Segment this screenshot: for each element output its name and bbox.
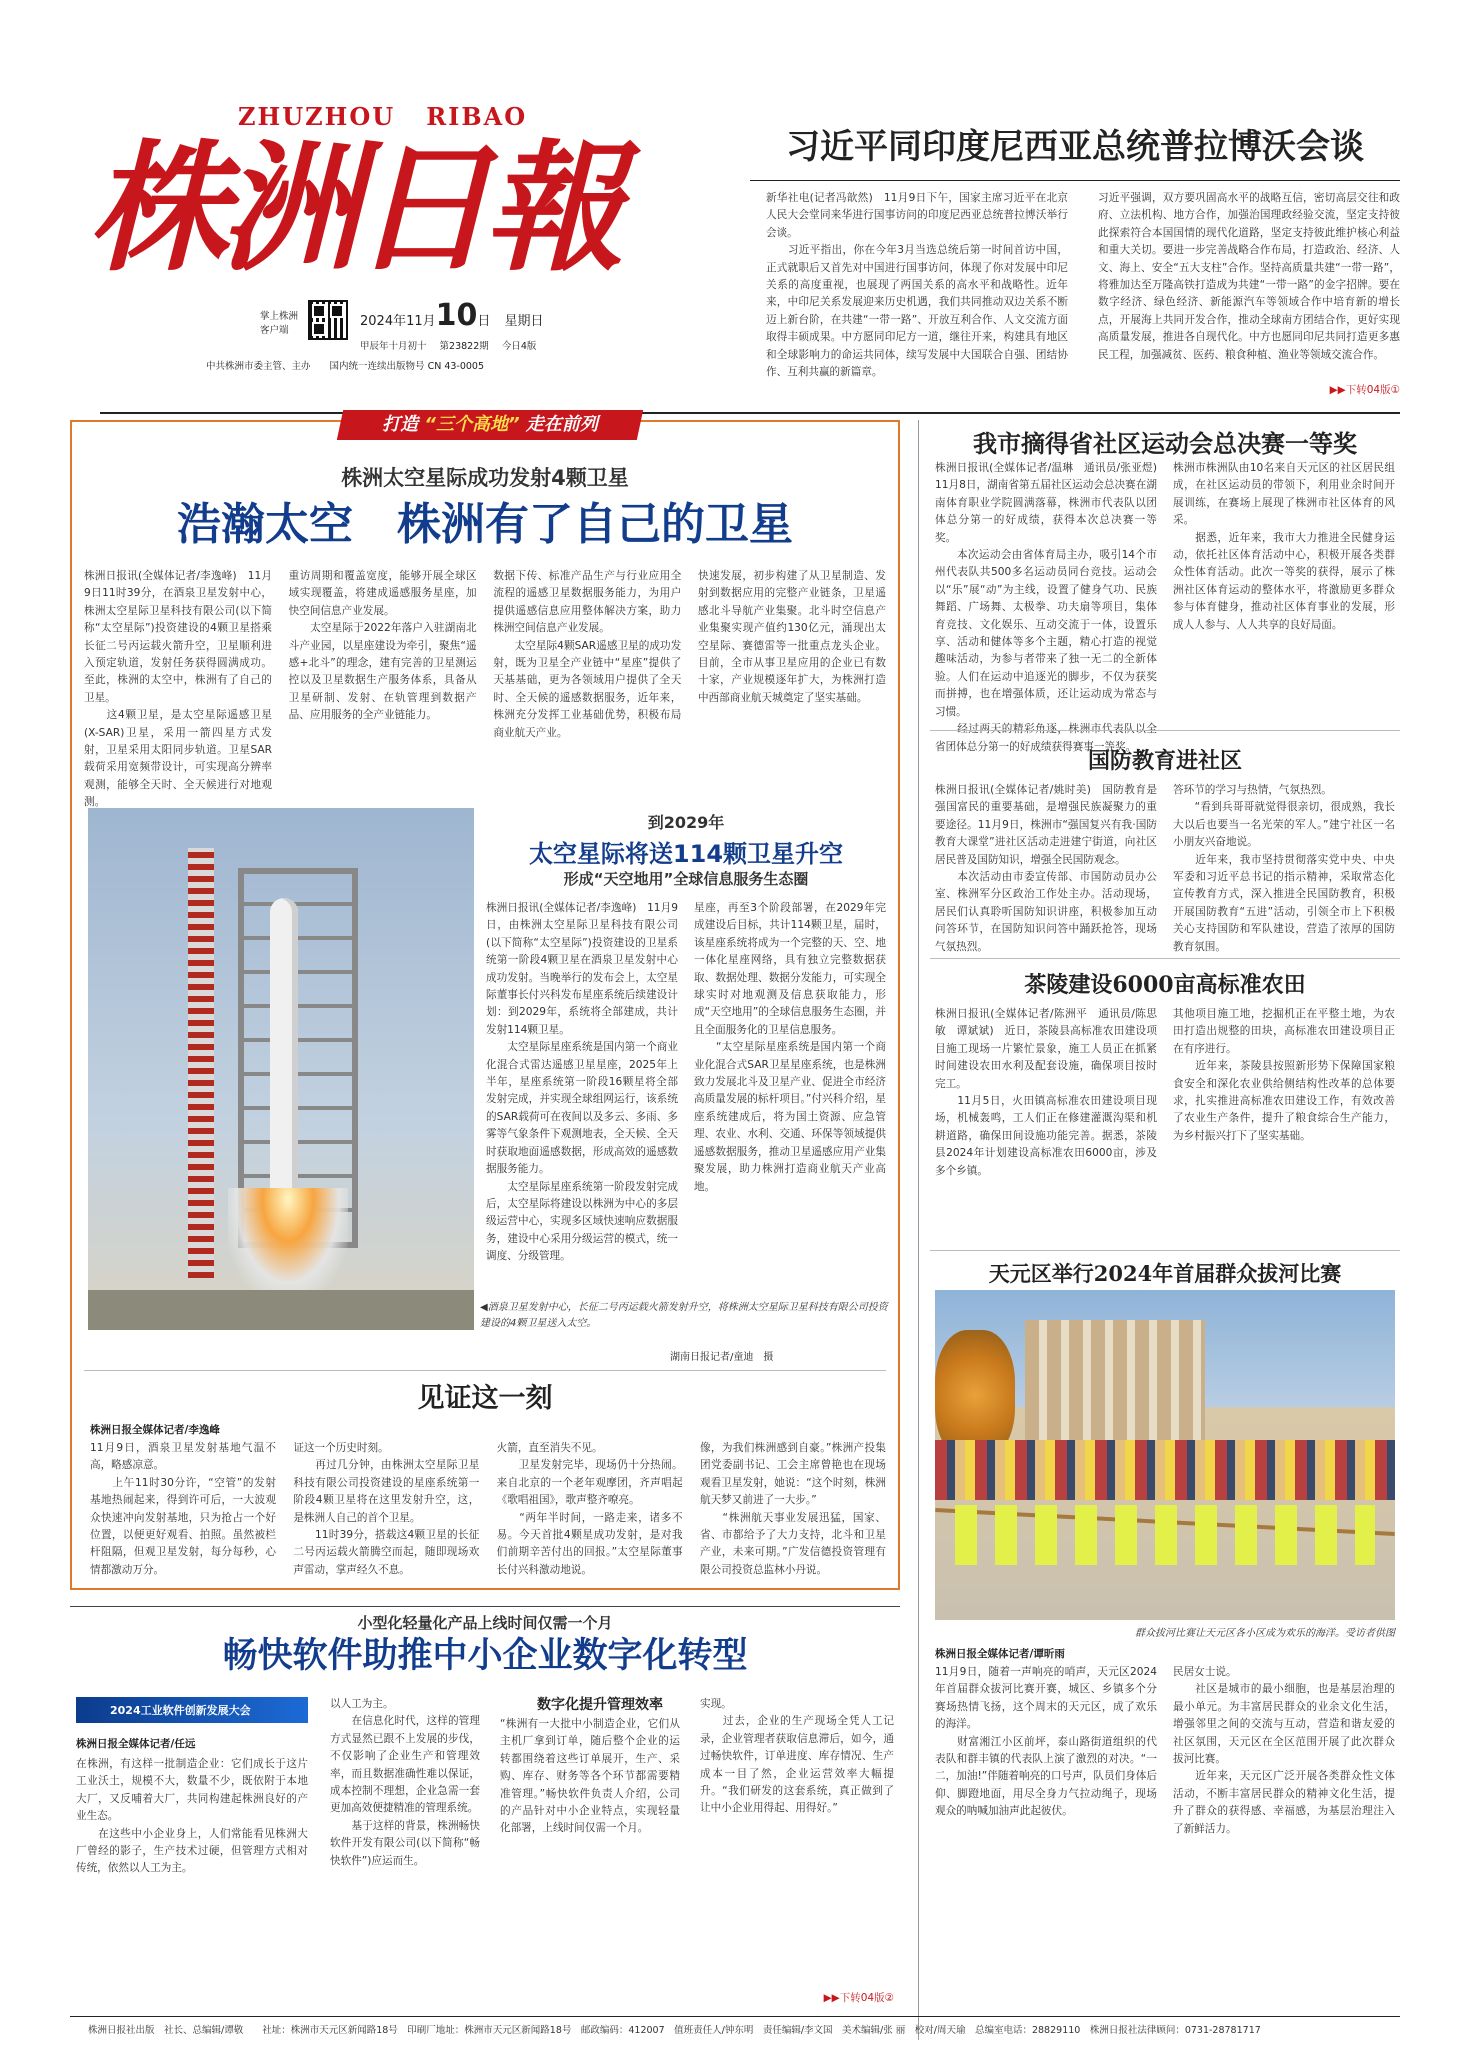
tug-caption: 群众拔河比赛让天元区各小区成为欢乐的海洋。受访者供图	[1135, 1628, 1395, 1639]
sub-kicker: 到2029年	[647, 813, 725, 832]
software-headline: 畅快软件助推中小企业数字化转型	[222, 1635, 748, 1676]
feature-col-2: 重访周期和覆盖宽度，能够开展全球区域实现覆盖，将建成遥感服务星座，加快空间信息产业发展。 太空星际于2022年落户入驻湖南北斗产业园，以星座建设为牵引，聚焦“遥感+北斗”的理念，建有完善的卫星测运控以及卫星数据生产服务体系，具备从卫星研制、发射、在轨管理到数据产品、应用服务的全产业链能力。	[288, 570, 477, 722]
tug-col-1: 11月9日，随着一声响亮的哨声，天元区2024年首届群众拔河比赛开赛，城区、乡镇多个分赛场热情飞扬，这个周末的天元区，成了欢乐的海洋。 财富湘江小区前坪，泰山路街道组织的代表队和群丰镇的代表队上演了激烈的对决。“一二，加油!”伴随着响亮的口号声，队员们身体后仰、脚蹬地面，用尽全身力气拉动绳子，现场观众的呐喊加油声此起彼伏。	[935, 1666, 1157, 1818]
defense-col-2: 答环节的学习与热情，气氛热烈。 “看到兵哥哥就觉得很亲切，很成熟，我长大以后也要当一名光荣的军人。”建宁社区一名小朋友兴奋地说。 近年来，我市坚持贯彻落实党中央、中央军委和习近平总书记的指示精神，采取常态化宣传教育方式，深入推进全民国防教育，积极开展国防教育“五进”活动，引领全市上下积极关心支持国防和军队建设，营造了浓厚的国防教育氛围。	[1173, 784, 1395, 953]
software-col-1: 在株洲，有这样一批制造企业：它们成长于这片工业沃土，规模不大，数量不少，既依附于本地大厂，又反哺着大厂，共同构建起株洲良好的产业生态。 在这些中小企业身上，人们常能看见株洲大厂曾经的影子，生产技术过硬，但管理方式相对传统，依然以人工为主。	[76, 1758, 308, 1875]
date-day: 10	[435, 298, 478, 333]
feature-kicker: 株洲太空星际成功发射4颗卫星	[341, 466, 629, 490]
footer: 株洲日报社出版 社长、总编辑/谭敬 社址：株洲市天元区新闻路18号 印刷厂地址：株洲市天元区新闻路18号 邮政编码：412007 值班责任人/钟东明 责任编辑/李文国 美术编辑/张 丽 校对/周天瑜 总编室电话：28829110 株洲日报社法律顾问：0731-28781717	[88, 2025, 1261, 2036]
page-count: 今日4版	[501, 341, 537, 352]
farm-body	[935, 1006, 1395, 1242]
lead-col-2: 习近平强调，双方要巩固高水平的战略互信，密切高层交往和政府、立法机构、地方合作，加强治国理政经验交流，坚定支持彼此探索符合本国国情的现代化道路，坚定支持彼此维护核心利益和重大关切。要进一步完善战略合作布局，打造政治、经济、人文、海上、安全“五大支柱”合作。坚持高质量共建“一带一路”，将雅加达至万隆高铁打造成为共建“一带一路”的金字招牌。要在数字经济、绿色经济、新能源汽车等领域合作中培育新的增长点，开展海上共同开发合作，推动全球南方团结合作，更好实现高质量发展，推进各自现代化。中方也愿同印尼共同打造更多惠民工程，加强减贫、医药、粮食种植、渔业等领域交流合作。	[1098, 192, 1400, 361]
qr-label: 掌上株洲 客户端	[260, 311, 299, 336]
tug-col-2: 民居女士说。 社区是城市的最小细胞，也是基层治理的最小单元。为丰富居民群众的业余文化生活，增强邻里之间的交流与互动，营造和谐友爱的社区氛围，天元区在全区范围开展了此次群众拔河比赛。 近年来，天元区广泛开展各类群众性文体活动，不断丰富居民群众的精神文化生活，提升了群众的获得感、幸福感，为基层治理注入了新鲜活力。	[1173, 1666, 1395, 1835]
software-kicker: 小型化轻量化产品上线时间仅需一个月	[357, 1614, 613, 1632]
rocket-caption: ◀酒泉卫星发射中心，长征二号丙运载火箭发射升空，将株洲太空星际卫星科技有限公司投资建设的4颗卫星送入太空。	[480, 1302, 888, 1329]
witness-body	[90, 1440, 886, 1580]
sub-headline: 太空星际将送114颗卫星升空	[528, 840, 844, 868]
feature-banner	[300, 400, 680, 450]
software-col-2: 以人工为主。 在信息化时代，这样的管理方式显然已跟不上发展的步伐，不仅影响了企业生产和管理效率，而且数据准确性难以保证，成本控制不理想，企业急需一套更加高效便捷精准的管理系统。 基于这样的背景，株洲畅快软件开发有限公司(以下简称“畅快软件”)应运而生。	[330, 1698, 480, 1867]
issue-number: 第23822期	[439, 341, 489, 352]
sports-body	[935, 460, 1395, 753]
witness-col-2: 证这一个历史时刻。 再过几分钟，由株洲太空星际卫星科技有限公司投资建设的星座系统第一阶段4颗卫星将在这里发射升空，这，是株洲人自己的首个卫星。 11时39分，搭载这4颗卫星的长征二号丙运载火箭腾空而起，随即现场欢声雷动，掌声经久不息。	[293, 1442, 480, 1576]
launch-tower	[188, 848, 214, 1278]
launch-plume	[228, 1188, 348, 1298]
rocket-body	[270, 898, 298, 1198]
publisher: 中共株洲市委主管、主办	[206, 361, 311, 372]
publisher-line	[206, 358, 484, 372]
banner-quote: “三个高地”	[424, 414, 520, 435]
tug-photo	[935, 1290, 1395, 1620]
witness-col-1: 11月9日，酒泉卫星发射基地气温不高，略感凉意。 上午11时30分许，“空管”的发射基地热闹起来，得到许可后，一大波观众快速冲向发射基地，只为抢占一个好位置，以便更好观看、拍照。虽然被栏杆阻隔，但观卫星发射，每分每秒，心情都激动万分。	[90, 1442, 276, 1576]
cn-number: 国内统一连续出版物号 CN 43-0005	[329, 361, 485, 372]
software-col-3: “株洲有一大批中小制造企业，它们从主机厂拿到订单，随后整个企业的运转都围绕着这些订单展开，生产、采购、库存、财务等各个环节都需要精准管理。”畅快软件负责人介绍，公司的产品针对中小企业特点，实现轻量化部署，上线时间仅需一个月。	[500, 1718, 680, 1835]
date-suffix: 日	[477, 314, 491, 329]
tug-byline: 株洲日报全媒体记者/谭昕雨	[935, 1648, 1065, 1660]
issue-meta	[360, 338, 536, 352]
date-prefix: 2024年11月	[360, 314, 436, 329]
defense-body	[935, 782, 1395, 952]
feature-col-3: 数据下传、标准产品生产与行业应用全流程的遥感卫星数据服务能力，为用户提供遥感信息应用整体解决方案，助力株洲空间信息产业发展。 太空星际4颗SAR遥感卫星的成功发射，既为卫星全产业链中“星座”提供了天基基础，更为各领域用户提供了全天时、全天候的遥感数据服务，近年来，株洲充分发挥工业基础优势，积极布局商业航天产业。	[493, 570, 682, 739]
witness-col-4: 像，为我们株洲感到自豪。”株洲产投集团党委副书记、工会主席曾艳也在现场观看卫星发射，她说：“这个时刻，株洲航天梦又前进了一大步。” “株洲航天事业发展迅猛，国家、省、市都给予了大力支持，北斗和卫星产业，未来可期。”广发信德投资管理有限公司投资总监林小丹说。	[699, 1442, 886, 1576]
tug-headline: 天元区举行2024年首届群众拔河比赛	[988, 1261, 1342, 1286]
rocket-credit: 湖南日报记者/童迪 摄	[670, 1352, 774, 1363]
ground	[88, 1290, 474, 1330]
tug-body	[935, 1664, 1395, 2004]
team-vests	[955, 1505, 1375, 1565]
software-jump[interactable]: ▶▶下转04版②	[823, 1992, 894, 2004]
witness-headline: 见证这一刻	[417, 1383, 553, 1414]
sports-col-2: 株洲市株洲队由10名来自天元区的社区居民组成，在社区运动员的带领下，利用业余时间开展训练，在赛场上展现了株洲市社区体育的风采。 据悉，近年来，我市大力推进全民健身运动，依托社区体育活动中心，积极开展各类群众性体育活动。此次一等奖的获得，展示了株洲社区体育运动的整体水平，将激励更多群众参与体育健身，推动社区体育事业的发展，形成人人参与、人人共享的良好局面。	[1173, 462, 1395, 631]
witness-col-3: 火箭，直至消失不见。 卫星发射完毕，现场仍十分热闹。来自北京的一个老年观摩团，齐声唱起《歌唱祖国》，歌声整齐嘹亮。 “两年半时间，一路走来，诸多不易。今天首批4颗星成功发射，是对我们前期辛苦付出的回报。”太空星际董事长付兴科激动地说。	[496, 1442, 683, 1576]
weekday: 星期日	[504, 314, 544, 329]
sub-deck: 形成“天空地用”全球信息服务生态圈	[563, 870, 809, 888]
feature-col-1: 株洲日报讯(全媒体记者/李逸峰) 11月9日11时39分，在酒泉卫星发射中心，株洲太空星际卫星科技有限公司(以下简称“太空星际”)投资建设的4颗卫星搭乘长征二号丙运载火箭升空，卫星顺利进入预定轨道，发射任务获得圆满成功。至此，株洲的太空中，株洲有了自己的卫星。 这4颗卫星，是太空星际遥感卫星(X-SAR)卫星，采用一箭四星方式发射，卫星采用太阳同步轨道。卫星SAR载荷采用宽频带设计，可实现高分辨率观测，能够全天时、全天候进行对地观测。	[84, 570, 272, 809]
masthead-info	[206, 298, 720, 398]
sub-body	[486, 900, 886, 1280]
lead-jump[interactable]: ▶▶下转04版①	[1329, 384, 1400, 396]
software-banner	[76, 1697, 308, 1723]
feature-headline: 浩瀚太空 株洲有了自己的卫星	[177, 499, 793, 550]
sports-headline: 我市摘得省社区运动会总决赛一等奖	[973, 429, 1357, 458]
sub-col-1: 株洲日报讯(全媒体记者/李逸峰) 11月9日，由株洲太空星际卫星科技有限公司(以下简称“太空星际”)投资建设的卫星系统第一阶段4颗卫星在酒泉卫星发射中心成功发射。当晚举行的发布会上，太空星际董事长付兴科发布星座系统后续建设计划：到2029年，系统将全部建成，共计发射114颗卫星。 太空星际星座系统是国内第一个商业化混合式雷达遥感卫星星座，2025年上半年，星座系统第一阶段16颗星将全部发射完成，并实现全球组网运行，该系统的SAR载荷可在夜间以及多云、多雨、多雾等气象条件下观测地表，全天候、全天时获取地面遥感数据，形成高效的遥感数据服务能力。 太空星际星座系统第一阶段发射完成后，太空星际将建设以株洲为中心的多层级运营中心，实现多区域快速响应数据服务，建设中心采用分级运营的模式，统一调度、分级管理。	[486, 902, 678, 1263]
witness-byline: 株洲日报全媒体记者/李逸峰	[90, 1424, 220, 1436]
banner-pre: 打造	[382, 414, 419, 435]
defense-col-1: 株洲日报讯(全媒体记者/姚时美) 国防教育是强国富民的重要基础，是增强民族凝聚力的重要途径。11月9日，株洲市“强国复兴有我·国防教育大课堂”进社区活动走进建宁街道，向社区居民普及国防知识，增强全民国防观念。 本次活动由市委宣传部、市国防动员办公室、株洲军分区政治工作处主办。活动现场，居民们认真聆听国防知识讲座，积极参加互动问答环节，在国防知识问答中踊跃抢答，现场气氛热烈。	[935, 784, 1157, 953]
feature-col-4: 快速发展，初步构建了从卫星制造、发射到数据应用的完整产业链条，卫星遥感北斗导航产业集聚。北斗时空信息产业集聚实现产值约130亿元，涌现出太空星际、赛德雷等一批重点龙头企业。目前，全市从事卫星应用的企业已有数十家，产业规模逐年扩大，为株洲打造中西部商业航天城奠定了坚实基础。	[697, 570, 886, 704]
lead-col-1: 新华社电(记者冯歆然) 11月9日下午，国家主席习近平在北京人民大会堂同来华进行国事访问的印度尼西亚总统普拉博沃举行会谈。 习近平指出，你在今年3月当选总统后第一时间首访中国，正式就职后又首先对中国进行国事访问，体现了你对发展中印尼关系的高度重视，也展现了两国关系的高水平和战略性。近年来，中印尼关系发展迎来历史机遇，我们共同推动双边关系不断迈上新台阶，在共建“一带一路”、开放互利合作、人文交流方面取得丰硕成果。中方愿同印尼方一道，继往开来，构建具有地区和全球影响力的命运共同体，续写发展中大国联合自强、团结协作、互利共赢的新篇章。	[766, 192, 1068, 379]
masthead-pinyin: ZHUZHOU RIBAO	[238, 102, 528, 131]
sports-col-1: 株洲日报讯(全媒体记者/温琳 通讯员/张亚煜) 11月8日，湖南省第五届社区运动会总决赛在湖南体育职业学院圆满落幕，株洲市代表队以团体总分第一的好成绩，获得本次总决赛一等奖。 本次运动会由省体育局主办，吸引14个市州代表队共500多名运动员同台竞技。运动会以“乐”展“动”为主线，设置了健身气功、民族舞蹈、广场舞、太极拳、功夫扇等项目，集体育竞技、文化娱乐、互动交流于一体，设置乐享、活动和健体等多个主题，精心打造的视觉趣味活动，为参与者带来了独一无二的全新体验。人们在运动中追逐光的脚步，不仅为获奖而拼搏，也在增强体质，还让运动成为常态与习惯。 省团体总分第一的好成绩获得赛事一等奖。	[935, 462, 1157, 753]
qr-code-icon[interactable]	[308, 300, 348, 340]
feature-body	[84, 568, 886, 809]
farm-col-2: 其他项目施工地，挖掘机正在平整土地，为农田打造出规整的田块，高标准农田建设项目正在有序进行。 近年来，茶陵县按照新形势下保障国家粮食安全和深化农业供给侧结构性改革的总体要求，扎实推进高标准农田建设工作，有效改善了农业生产条件，提升了粮食综合生产能力，为乡村振兴打下了坚实基础。	[1173, 1008, 1395, 1142]
software-byline: 株洲日报全媒体记者/任远	[76, 1738, 196, 1750]
lunar-date: 甲辰年十月初十	[360, 341, 427, 352]
building	[1025, 1320, 1205, 1440]
lead-headline: 习近平同印度尼西亚总统普拉博沃会谈	[786, 127, 1364, 167]
sub-col-2: 星座，再至3个阶段部署，在2029年完成建设后目标，共计114颗卫星，届时，该星座系统将成为一个完整的天、空、地一体化星座网络，具有独立完整数据获取、数据处理、数据分发能力，可实现全球实时对地观测及信息获取能力，形成“天空地用”的全球信息服务生态圈，并且全面服务化的卫星信息服务。 “太空星际星座系统是国内第一个商业化混合式SAR卫星星座系统，也是株洲致力发展北斗及卫星产业、促进全市经济高质量发展的标杆项目。”付兴科介绍，星座系统建成后，将为国土资源、应急管理、农业、水利、交通、环保等领域提供遥感数据服务，推动卫星遥感应用产业集聚发展，助力株洲打造商业航天产业高地。	[694, 902, 886, 1193]
rocket-photo	[88, 808, 474, 1330]
farm-headline: 茶陵建设6000亩高标准农田	[1024, 972, 1306, 998]
software-col-4: 实现。 过去，企业的生产现场全凭人工记录，企业管理者获取信息滞后，如今，通过畅快软件，订单进度、库存情况、生产成本一目了然，企业运营效率大幅提升。“我们研发的这套系统，真正做到了让中小企业用得起、用得好。”	[700, 1698, 894, 1815]
issue-date	[360, 298, 544, 333]
masthead-logo: 株洲日報	[88, 127, 617, 291]
software-banner-text: 2024工业软件创新发展大会	[110, 1704, 251, 1717]
lead-story	[750, 124, 1400, 394]
defense-headline: 国防教育进社区	[1087, 748, 1242, 774]
software-subhead: 数字化提升管理效率	[537, 1697, 663, 1713]
crowd	[935, 1440, 1395, 1500]
farm-col-1: 株洲日报讯(全媒体记者/陈洲平 通讯员/陈思敏 谭斌斌) 近日，茶陵县高标准农田建设项目施工现场一片繁忙景象，施工人员正在抓紧时间建设农田水利及配套设施，确保项目按时完工。 11月5日，火田镇高标准农田建设项目现场，机械轰鸣，工人们正在修建灌溉沟渠和机耕道路，确保田间设施功能完善。据悉，茶陵县2024年计划建设高标准农田6000亩，涉及多个乡镇。	[935, 1008, 1157, 1177]
banner-post: 走在前列	[525, 414, 598, 435]
